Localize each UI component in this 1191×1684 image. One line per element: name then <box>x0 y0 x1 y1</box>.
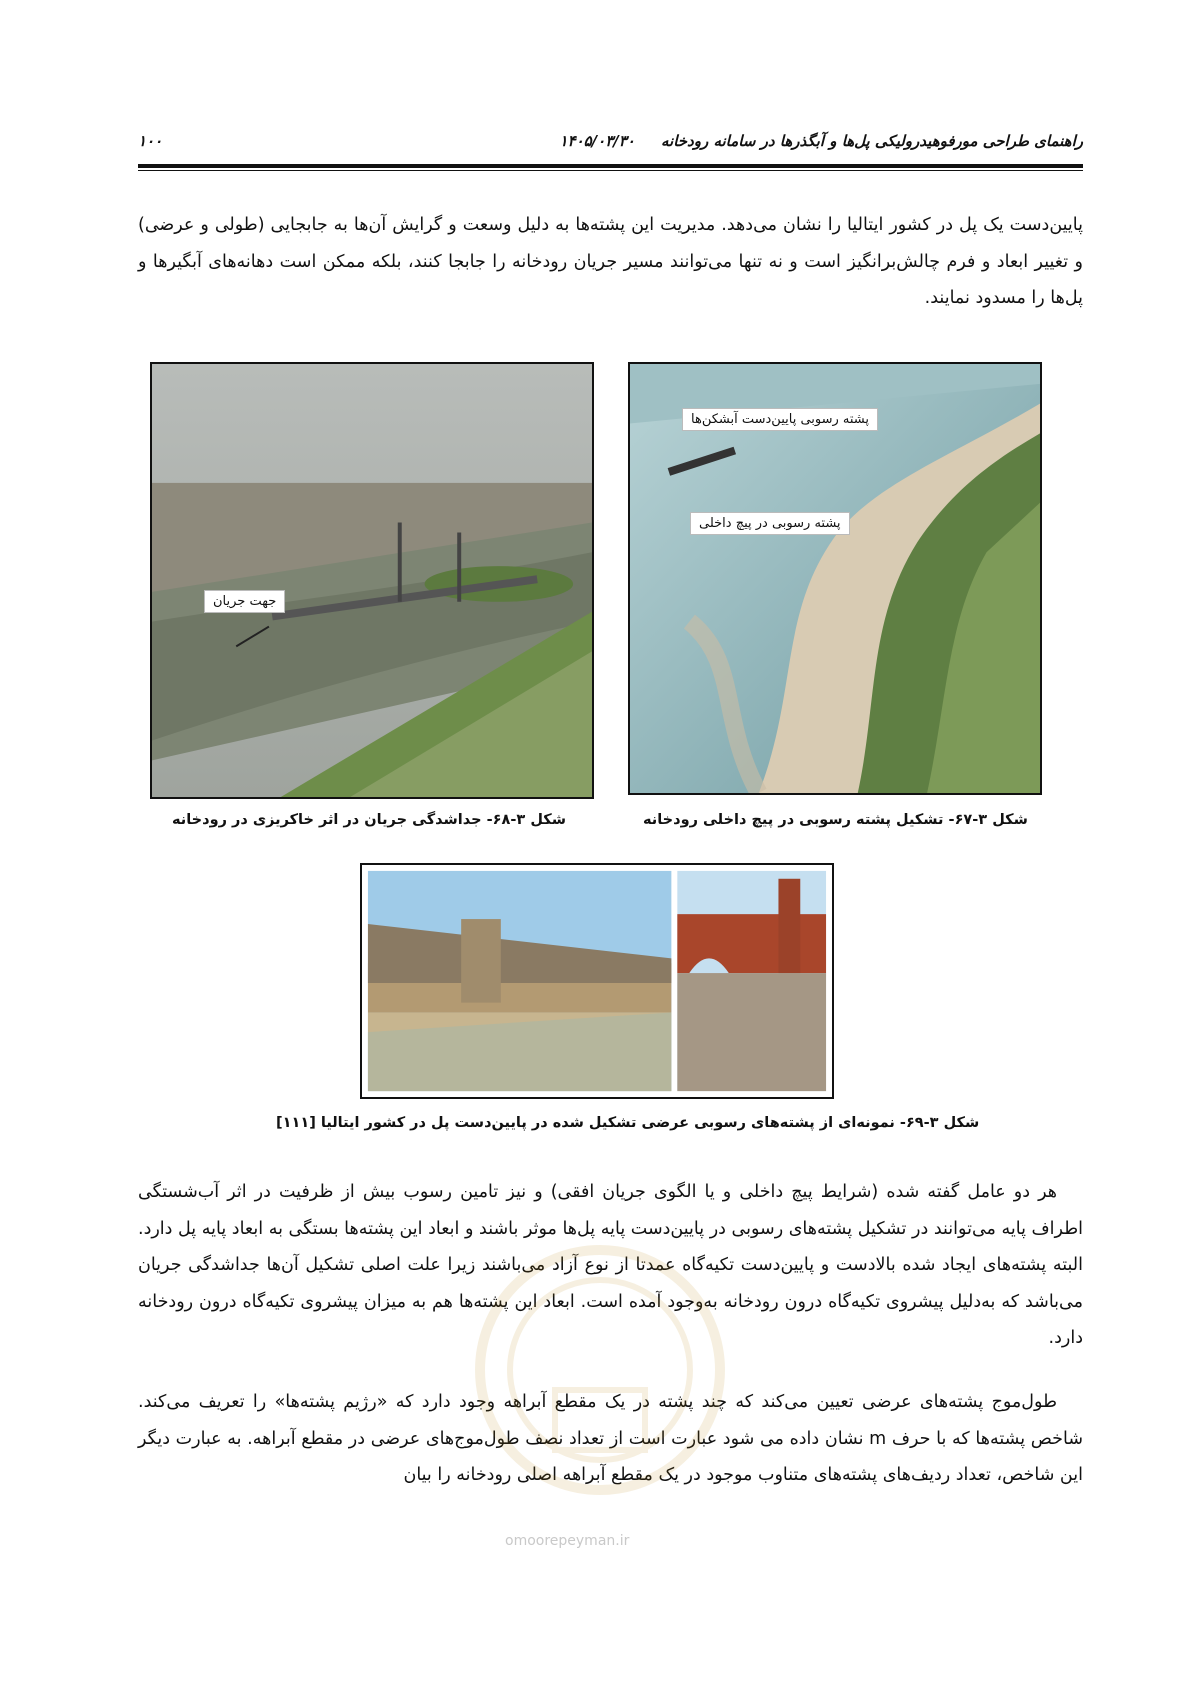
figure-69-frame <box>360 863 834 1099</box>
intro-paragraph <box>138 207 1083 317</box>
figure-68-photo <box>150 362 594 799</box>
body-paragraph-2-text: طول‌موج پشته‌های عرضی تعیین می‌کند که چند پشته در یک مقطع آبراهه وجود دارد که «رژیم پشته‌ها» را تعریف می‌کند. شاخص پشته‌ها که با حرف m نشان داده می شود عبارت است از تعداد نصف طول‌موج‌های عرضی در مقطع آبراهه. به عبارت دیگر این شاخص، تعداد ردیف‌های پشته‌های متناوب موجود در یک مقطع آبراهه اصلی رودخانه را بیان <box>138 1392 1083 1485</box>
header-rule-thick <box>138 164 1083 168</box>
label-sediment-inner-bend: پشته رسوبی در پیچ داخلی <box>690 512 850 535</box>
watermark-text: omoorepeyman.ir <box>505 1533 630 1549</box>
label-sediment-downstream: پشته رسوبی پایین‌دست آبشکن‌ها <box>682 408 878 431</box>
header-title-text: راهنمای طراحی مورفوهیدرولیکی پل‌ها و آبگذرها در سامانه رودخانه <box>661 132 1083 150</box>
figure-69-image <box>362 865 832 1097</box>
header-date: ۱۴۰۵/۰۳/۳۰ <box>559 132 635 150</box>
label-flow-direction: جهت جریان <box>204 590 285 613</box>
page-header <box>138 122 1083 170</box>
body-paragraph-1-text: هر دو عامل گفته شده (شرایط پیچ داخلی و یا الگوی جریان افقی) و نیز تامین رسوب بیش از ظرفیت در اثر آب‌شستگی اطراف پایه می‌توانند در تشکیل پشته‌های رسوبی در پایین‌دست پایه پل‌ها موثر باشند و ابعاد این پشته‌ها بستگی به ابعاد پایه پل دارد. البته پشته‌های ایجاد شده بالادست و پایین‌دست تکیه‌گاه عمدتا از نوع آزاد می‌باشند زیرا علت اصلی تشکیل آن‌ها جداشدگی جریان می‌باشد که به‌دلیل پیشروی تکیه‌گاه درون رودخانه به‌وجود آمده است. ابعاد این پشته‌ها هم به میزان پیشروی تکیه‌گاه درون رودخانه دارد. <box>138 1182 1083 1348</box>
caption-figure-69: شکل ۳-۶۹- نمونه‌ای از پشته‌های رسوبی عرضی تشکیل شده در پایین‌دست پل در کشور ایتالیا [۱۱۱] <box>276 1115 980 1131</box>
caption-figure-68: شکل ۳-۶۸- جداشدگی جریان در اثر خاکریزی در رودخانه <box>172 812 566 828</box>
header-title <box>559 132 1083 150</box>
intro-paragraph-text: پایین‌دست یک پل در کشور ایتالیا را نشان می‌دهد. مدیریت این پشته‌ها به دلیل وسعت و گرایش آن‌ها به جابجایی (طولی و عرضی) و تغییر ابعاد و فرم چالش‌برانگیز است و نه تنها می‌توانند مسیر جریان رودخانه را جابجا کنند، بلکه ممکن است دهانه‌های آبگیرها و پل‌ها را مسدود نمایند. <box>138 215 1083 308</box>
header-rule-thin <box>138 170 1083 171</box>
figure-68-image <box>152 364 592 797</box>
page-number: ۱۰۰ <box>138 132 163 150</box>
figure-67-photo <box>628 362 1042 795</box>
caption-figure-67: شکل ۳-۶۷- تشکیل پشته رسوبی در پیچ داخلی رودخانه <box>643 812 1028 828</box>
watermark-seal <box>470 1240 730 1500</box>
